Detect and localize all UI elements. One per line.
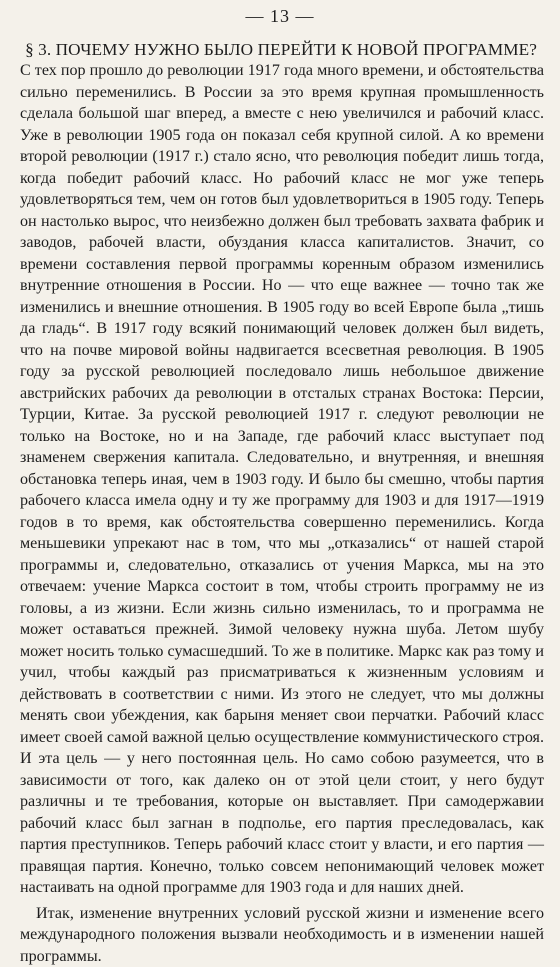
paragraph: С тех пор прошло до революции 1917 года много времени, и обстоятельства сильно переменились. В России за это время крупная промышленность сделала большой шаг вперед, а вместе с нею увеличился и рабочий класс. Уже в революции 1905 года он показал себя крупной силой. А ко времени второй революции (1917 г.) стало ясно, что революция победит лишь тогда, когда победит рабочий класс. Но рабочий класс не мог уже теперь удовлетворяться тем, чем он готов был удовлетвориться в 1905 году. Теперь он настолько вырос, что неизбежно должен был требовать захвата фабрик и заводов, рабочей власти, обуздания класса капиталистов. Значит, со времени составления первой программы коренным образом изменились внутренние отношения в России. Но — что еще важнее — точно так же изменились и внешние отношения. В 1905 году во всей Европе была „тишь да гладь“. В 1917 году всякий понимающий человек должен был видеть, что на почве мировой войны надвигается всесветная революция. В 1905 году за русской революцией последовало лишь небольшое движение австрийских рабочих да революции в отсталых странах Востока: Персии, Турции, Китае. За русской революцией 1917 г. следуют революции не только на Востоке, но и на Западе, где рабочий класс выступает под знаменем свержения капитала. Следовательно, и внутренняя, и внешняя обстановка теперь иная, чем в 1903 году. И было бы смешно, чтобы партия рабочего класса имела одну и ту же программу для 1903 и для 1917—1919 годов в то время, как обстоятельства совершенно переменились. Когда меньшевики упрекают нас в том, что мы „отказались“ от нашей старой программы и, следовательно, отказались от учения Маркса, мы на это отвечаем: учение Маркса состоит в том, чтобы строить программу не из головы, а из жизни. Если жизнь сильно изменилась, то и программа не может оставаться прежней. Зимой человеку нужна шуба. Летом шубу может носить только сумасшедший. То же в политике. Маркс как раз тому и учил, чтобы каждый раз присматриваться к жизненным условиям и действовать в соответствии с ними. Из этого не следует, что мы должны менять свои убеждения, как барыня меняет свои перчатки. Рабочий класс имеет своей самой важной целью осуществление коммунистического строя. И эта цель — у него постоянная цель. Но само собою разумеется, что в зависимости от того, как далеко он от этой цели стоит, у него будут различны и те требования, которые он выставляет. При самодержавии рабочий класс был загнан в подполье, его партия преследовалась, как партия преступников. Теперь рабочий класс стоит у власти, и его партия — правящая партия. Конечно, только совсем непонимающий человек может настаивать на одной программе для 1903 года и для наших дней. [20, 60, 544, 899]
paragraph: Итак, изменение внутренних условий русской жизни и изменение всего международного положения вызвали необходимость и в изменении нашей программы. [20, 903, 544, 967]
body-text [20, 60, 544, 967]
section-heading: § 3. ПОЧЕМУ НУЖНО БЫЛО ПЕРЕЙТИ К НОВОЙ ПРОГРАММЕ? [20, 40, 542, 60]
page-number: — 13 — [0, 6, 560, 27]
